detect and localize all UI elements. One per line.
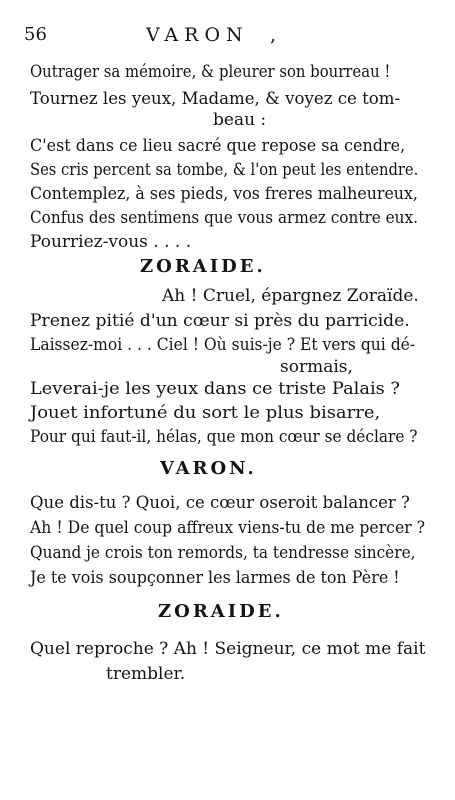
verse-line: Contemplez, à ses pieds, vos freres malheureux, bbox=[30, 184, 418, 204]
verse-line: Laissez-moi . . . Ciel ! Où suis-je ? Et vers qui dé- bbox=[30, 335, 416, 355]
verse-line: Je te vois soupçonner les larmes de ton Père ! bbox=[30, 568, 400, 588]
verse-line: Pourriez-vous . . . . bbox=[30, 232, 192, 252]
verse-line: Tournez les yeux, Madame, & voyez ce tom- bbox=[30, 89, 401, 109]
speaker-heading: ZORAIDE. bbox=[158, 601, 284, 622]
verse-line: Que dis-tu ? Quoi, ce cœur oseroit balancer ? bbox=[30, 493, 410, 513]
verse-line: Quel reproche ? Ah ! Seigneur, ce mot me fait bbox=[30, 639, 426, 659]
speaker-heading: VARON. bbox=[160, 458, 257, 479]
verse-line: Quand je crois ton remords, ta tendresse sincère, bbox=[30, 543, 416, 563]
verse-line: Ah ! De quel coup affreux viens-tu de me percer ? bbox=[30, 518, 426, 538]
verse-line-continuation: trembler. bbox=[106, 664, 186, 684]
running-title: VARON bbox=[146, 24, 249, 46]
verse-line: Leverai-je les yeux dans ce triste Palais ? bbox=[30, 379, 400, 399]
verse-line: Outrager sa mémoire, & pleurer son bourreau ! bbox=[30, 62, 391, 82]
verse-line: C'est dans ce lieu sacré que repose sa cendre, bbox=[30, 136, 406, 156]
page-number: 56 bbox=[24, 24, 47, 45]
verse-line-continuation: beau : bbox=[213, 110, 267, 130]
verse-line: Ah ! Cruel, épargnez Zoraïde. bbox=[162, 286, 419, 306]
speaker-heading: ZORAIDE. bbox=[140, 256, 266, 277]
running-title-punct: , bbox=[270, 24, 277, 46]
verse-line: Prenez pitié d'un cœur si près du parricide. bbox=[30, 311, 410, 331]
verse-line: Confus des sentimens que vous armez contre eux. bbox=[30, 208, 418, 228]
verse-line: Pour qui faut-il, hélas, que mon cœur se déclare ? bbox=[30, 427, 418, 447]
verse-line: Ses cris percent sa tombe, & l'on peut les entendre. bbox=[30, 160, 419, 180]
verse-line-continuation: sormais, bbox=[280, 357, 353, 377]
verse-line: Jouet infortuné du sort le plus bisarre, bbox=[30, 403, 381, 423]
